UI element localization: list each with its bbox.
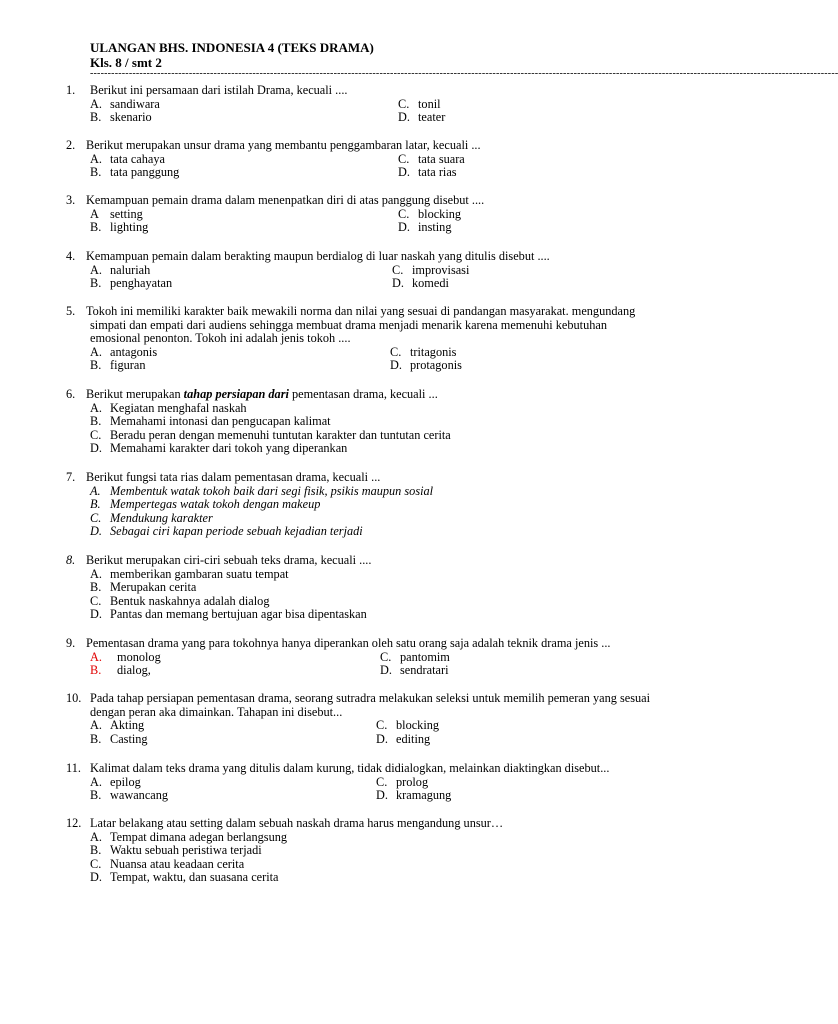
dashed-divider: -------------------------------------------------------------------------------------------------------------------------------------------------------------------------------------------------------------------- [90, 68, 838, 79]
option-a: A. memberikan gambaran suatu tempat [90, 566, 289, 581]
option-d: D. Tempat, waktu, dan suasana cerita [90, 870, 279, 885]
question-6 [66, 388, 726, 456]
option-c: C. pantomim [380, 649, 450, 664]
option-b: B. Mempertegas watak tokoh dengan makeup [90, 497, 321, 512]
question-number: 6. [66, 387, 76, 401]
exam-subtitle: Kls. 8 / smt 2 [90, 55, 162, 70]
question-3 [66, 194, 726, 235]
question-number: 1. [66, 83, 76, 97]
option-d: D. komedi [392, 276, 449, 291]
option-a: A. naluriah [90, 262, 151, 277]
question-text-continued: simpati dan empati dari audiens sehingga membuat drama menjadi menarik karena memenuhi kebutuhan [90, 317, 607, 332]
question-9 [66, 637, 726, 678]
question-5 [66, 305, 726, 373]
question-number: 11. [66, 761, 81, 775]
option-b: B. lighting [90, 220, 149, 235]
option-c: C. prolog [376, 774, 429, 789]
option-d: D. Pantas dan memang bertujuan agar bisa dipentaskan [90, 607, 367, 622]
option-a: A. monolog [90, 649, 161, 664]
question-text: Kemampuan pemain drama dalam menenpatkan diri di atas panggung disebut .... [86, 193, 485, 207]
option-c: C. tata suara [398, 151, 465, 166]
option-a: A. epilog [90, 774, 141, 789]
option-a: A. Tempat dimana adegan berlangsung [90, 829, 288, 844]
option-d: D. protagonis [390, 358, 462, 373]
option-d: D. insting [398, 220, 452, 235]
option-c: C. Bentuk naskahnya adalah dialog [90, 593, 270, 608]
option-b: B. penghayatan [90, 276, 173, 291]
question-8 [66, 554, 726, 622]
option-c: C. blocking [398, 206, 462, 221]
question-number: 2. [66, 138, 76, 152]
question-text: Berikut merupakan unsur drama yang membantu penggambaran latar, kecuali ... [86, 138, 481, 152]
option-b: B. Waktu sebuah peristiwa terjadi [90, 843, 262, 858]
exam-title: ULANGAN BHS. INDONESIA 4 (TEKS DRAMA) [90, 40, 374, 55]
option-a: A. Kegiatan menghafal naskah [90, 400, 247, 415]
option-c: C. Nuansa atau keadaan cerita [90, 856, 245, 871]
question-4 [66, 250, 726, 291]
question-text: Latar belakang atau setting dalam sebuah naskah drama harus mengandung unsur… [90, 816, 504, 830]
question-text: Kemampuan pemain dalam berakting maupun berdialog di luar naskah yang ditulis disebut .... [86, 249, 550, 263]
option-b: B. Casting [90, 731, 148, 746]
answer-mark-a: A. [90, 649, 102, 664]
option-b: B. dialog, [90, 663, 151, 678]
question-text: Pementasan drama yang para tokohnya hanya diperankan oleh satu orang saja adalah teknik drama jenis ... [86, 636, 611, 650]
question-12 [66, 817, 726, 885]
question-text-continued: emosional penonton. Tokoh ini adalah jenis tokoh .... [90, 331, 351, 346]
option-b: B. wawancang [90, 788, 169, 803]
option-a: A. tata cahaya [90, 151, 165, 166]
option-d: D. Memahami karakter dari tokoh yang diperankan [90, 441, 348, 456]
question-number: 5. [66, 304, 76, 318]
option-d: D. teater [398, 110, 446, 125]
question-text: Berikut merupakan tahap persiapan dari pementasan drama, kecuali ... [86, 387, 438, 401]
option-b: B. Merupakan cerita [90, 580, 197, 595]
option-c: C. blocking [376, 718, 440, 733]
question-text-continued: dengan peran aka dimainkan. Tahapan ini disebut... [90, 704, 343, 719]
question-11 [66, 762, 726, 803]
question-number: 12. [66, 816, 82, 830]
option-b: B. skenario [90, 110, 152, 125]
question-text: Berikut merupakan ciri-ciri sebuah teks drama, kecuali .... [86, 553, 372, 567]
emphasized-phrase: tahap persiapan dari [183, 387, 289, 401]
option-c: C. tonil [398, 96, 441, 111]
option-a: A. sandiwara [90, 96, 160, 111]
question-number: 10. [66, 691, 82, 705]
option-d: D. Sebagai ciri kapan periode sebuah kejadian terjadi [90, 524, 363, 539]
option-c: C. improvisasi [392, 262, 470, 277]
answer-mark-b: B. [90, 663, 102, 678]
question-1 [66, 84, 726, 125]
question-number: 8. [66, 553, 76, 567]
question-number: 3. [66, 193, 76, 207]
option-d: D. kramagung [376, 788, 452, 803]
option-c: C. Mendukung karakter [90, 510, 213, 525]
question-text: Tokoh ini memiliki karakter baik mewakili norma dan nilai yang sesuai di pandangan masyarakat. mengundang [86, 304, 636, 318]
option-a: A. antagonis [90, 344, 158, 359]
option-c: C. Beradu peran dengan memenuhi tuntutan karakter dan tuntutan cerita [90, 427, 451, 442]
question-number: 7. [66, 470, 76, 484]
question-text: Berikut ini persamaan dari istilah Drama, kecuali .... [90, 83, 348, 97]
option-d: D. tata rias [398, 165, 457, 180]
option-b: B. figuran [90, 358, 146, 373]
question-10 [66, 692, 726, 746]
question-7 [66, 471, 726, 539]
option-a: A. Membentuk watak tokoh baik dari segi fisik, psikis maupun sosial [90, 483, 434, 498]
question-number: 9. [66, 636, 76, 650]
option-b: B. Memahami intonasi dan pengucapan kalimat [90, 414, 331, 429]
option-d: D. sendratari [380, 663, 449, 678]
option-d: D. editing [376, 731, 431, 746]
option-c: C. tritagonis [390, 344, 457, 359]
question-text: Pada tahap persiapan pementasan drama, seorang sutradra melakukan seleksi untuk memilih pemeran yang sesuai [90, 691, 651, 705]
option-a: A. Akting [90, 718, 145, 733]
question-2 [66, 139, 726, 180]
question-text: Berikut fungsi tata rias dalam pementasan drama, kecuali ... [86, 470, 381, 484]
question-text: Kalimat dalam teks drama yang ditulis dalam kurung, tidak didialogkan, melainkan diaktingkan disebut... [90, 761, 610, 775]
option-b: B. tata panggung [90, 165, 180, 180]
option-a: A setting [90, 206, 143, 221]
question-number: 4. [66, 249, 76, 263]
